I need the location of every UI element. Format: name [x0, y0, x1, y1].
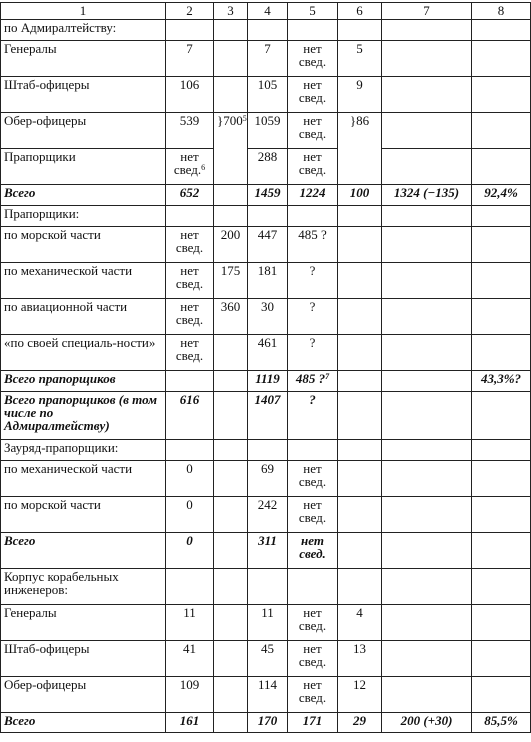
cell-col-3: 360 — [214, 299, 248, 335]
cell-col-2: 41 — [166, 641, 214, 677]
cell-col-6: 29 — [338, 713, 382, 733]
cell-col-6: 100 — [338, 185, 382, 206]
table-row — [1, 440, 531, 461]
cell-col-4: 7 — [248, 41, 288, 77]
cell-col-7: 200 (+30) — [382, 713, 472, 733]
cell-col-6: 5 — [338, 41, 382, 77]
merged-cell-col-3 — [214, 113, 248, 185]
cell-col-2: 616 — [166, 392, 214, 440]
table-row — [1, 77, 531, 113]
cell-col-2: 0 — [166, 461, 214, 497]
cell-col-2: 0 — [166, 497, 214, 533]
table-row — [1, 605, 531, 641]
cell-col-4: 1459 — [248, 185, 288, 206]
table-row — [1, 497, 531, 533]
row-label: Штаб-офицеры — [1, 77, 166, 113]
row-label: Обер-офицеры — [1, 677, 166, 713]
cell-col-4: 1059 — [248, 113, 288, 149]
merged-value: }700 — [217, 113, 243, 128]
header-row — [1, 3, 531, 20]
cell-col-4: 69 — [248, 461, 288, 497]
cell-col-2 — [166, 149, 214, 185]
cell-col-2: нет свед. — [166, 335, 214, 371]
cell-col-4: 242 — [248, 497, 288, 533]
cell-col-5: 1224 — [288, 185, 338, 206]
header-col-4: 4 — [248, 3, 288, 20]
row-label: Всего — [1, 533, 166, 569]
cell-value: 485 ? — [295, 371, 326, 386]
footnote-mark: 7 — [325, 372, 330, 381]
cell-col-2: 161 — [166, 713, 214, 733]
cell-col-6: 12 — [338, 677, 382, 713]
row-label: Прапорщики — [1, 149, 166, 185]
cell-col-5 — [288, 371, 338, 392]
cell-col-4: 461 — [248, 335, 288, 371]
table-row — [1, 335, 531, 371]
cell-col-4: 45 — [248, 641, 288, 677]
cell-col-2: 539 — [166, 113, 214, 149]
total-row — [1, 371, 531, 392]
header-col-3: 3 — [214, 3, 248, 20]
header-col-6: 6 — [338, 3, 382, 20]
row-label: Всего — [1, 713, 166, 733]
header-col-7: 7 — [382, 3, 472, 20]
row-label: Зауряд-прапорщики: — [1, 440, 166, 461]
merged-cell-col-6: }86 — [338, 113, 382, 185]
cell-col-4: 170 — [248, 713, 288, 733]
cell-col-7: 1324 (−135) — [382, 185, 472, 206]
row-label: по Адмиралтейству: — [1, 20, 166, 41]
cell-col-5: ? — [288, 263, 338, 299]
cell-col-5: нет свед. — [288, 41, 338, 77]
total-row — [1, 713, 531, 733]
cell-col-5: нет свед. — [288, 149, 338, 185]
cell-col-6: 13 — [338, 641, 382, 677]
row-label: Генералы — [1, 605, 166, 641]
cell-col-2: нет свед. — [166, 299, 214, 335]
cell-col-2: 106 — [166, 77, 214, 113]
cell-col-5: ? — [288, 392, 338, 440]
cell-col-4: 288 — [248, 149, 288, 185]
cell-col-5: нет свед. — [288, 677, 338, 713]
cell-col-5: 485 ? — [288, 227, 338, 263]
table-row — [1, 20, 531, 41]
row-label: Прапорщики: — [1, 206, 166, 227]
row-label: по морской части — [1, 227, 166, 263]
cell-col-3: 175 — [214, 263, 248, 299]
cell-col-2: 11 — [166, 605, 214, 641]
cell-col-4: 311 — [248, 533, 288, 569]
total-row — [1, 533, 531, 569]
cell-col-8: 85,5% — [472, 713, 531, 733]
cell-col-4: 447 — [248, 227, 288, 263]
cell-col-5: нет свед. — [288, 497, 338, 533]
table-row — [1, 569, 531, 605]
header-col-1: 1 — [1, 3, 166, 20]
row-label: Корпус корабельных инженеров: — [1, 569, 166, 605]
cell-col-4: 1407 — [248, 392, 288, 440]
cell-col-5: нет свед. — [288, 533, 338, 569]
cell-col-2: нет свед. — [166, 227, 214, 263]
cell-value: нет свед. — [173, 149, 202, 177]
cell-col-8: 92,4% — [472, 185, 531, 206]
cell-col-3: 200 — [214, 227, 248, 263]
cell-col-5: нет свед. — [288, 641, 338, 677]
row-label: Генералы — [1, 41, 166, 77]
cell-col-2: 652 — [166, 185, 214, 206]
cell-col-6: 4 — [338, 605, 382, 641]
table-row — [1, 641, 531, 677]
cell-col-5: 171 — [288, 713, 338, 733]
footnote-mark: 5 — [242, 114, 247, 123]
cell-col-4: 181 — [248, 263, 288, 299]
row-label: Всего — [1, 185, 166, 206]
table-row — [1, 461, 531, 497]
cell-col-5: ? — [288, 335, 338, 371]
cell-col-5: нет свед. — [288, 77, 338, 113]
table-row — [1, 299, 531, 335]
row-label: по механической части — [1, 461, 166, 497]
row-label: «по своей специаль-ности» — [1, 335, 166, 371]
footnote-mark: 6 — [201, 163, 206, 172]
table-row — [1, 263, 531, 299]
header-col-5: 5 — [288, 3, 338, 20]
cell-col-2: 109 — [166, 677, 214, 713]
row-label: Всего прапорщиков — [1, 371, 166, 392]
table-row — [1, 113, 531, 149]
row-label: по морской части — [1, 497, 166, 533]
cell-col-6: 9 — [338, 77, 382, 113]
cell-col-8: 43,3%? — [472, 371, 531, 392]
table-row — [1, 206, 531, 227]
row-label: по механической части — [1, 263, 166, 299]
cell-col-5: нет свед. — [288, 605, 338, 641]
table-row — [1, 227, 531, 263]
cell-col-2: нет свед. — [166, 263, 214, 299]
cell-col-4: 1119 — [248, 371, 288, 392]
cell-col-4: 30 — [248, 299, 288, 335]
officers-table — [0, 2, 531, 733]
table-row — [1, 41, 531, 77]
cell-col-4: 11 — [248, 605, 288, 641]
row-label: Всего прапорщиков (в том числе по Адмиралтейству) — [1, 392, 166, 440]
row-label: Обер-офицеры — [1, 113, 166, 149]
total-row — [1, 392, 531, 440]
cell-col-5: нет свед. — [288, 113, 338, 149]
table-row — [1, 677, 531, 713]
row-label: Штаб-офицеры — [1, 641, 166, 677]
header-col-2: 2 — [166, 3, 214, 20]
row-label: по авиационной части — [1, 299, 166, 335]
cell-col-2: 7 — [166, 41, 214, 77]
table-row — [1, 149, 531, 185]
cell-col-5: нет свед. — [288, 461, 338, 497]
total-row — [1, 185, 531, 206]
cell-col-4: 105 — [248, 77, 288, 113]
cell-col-2: 0 — [166, 533, 214, 569]
cell-col-4: 114 — [248, 677, 288, 713]
cell-col-5: ? — [288, 299, 338, 335]
header-col-8: 8 — [472, 3, 531, 20]
